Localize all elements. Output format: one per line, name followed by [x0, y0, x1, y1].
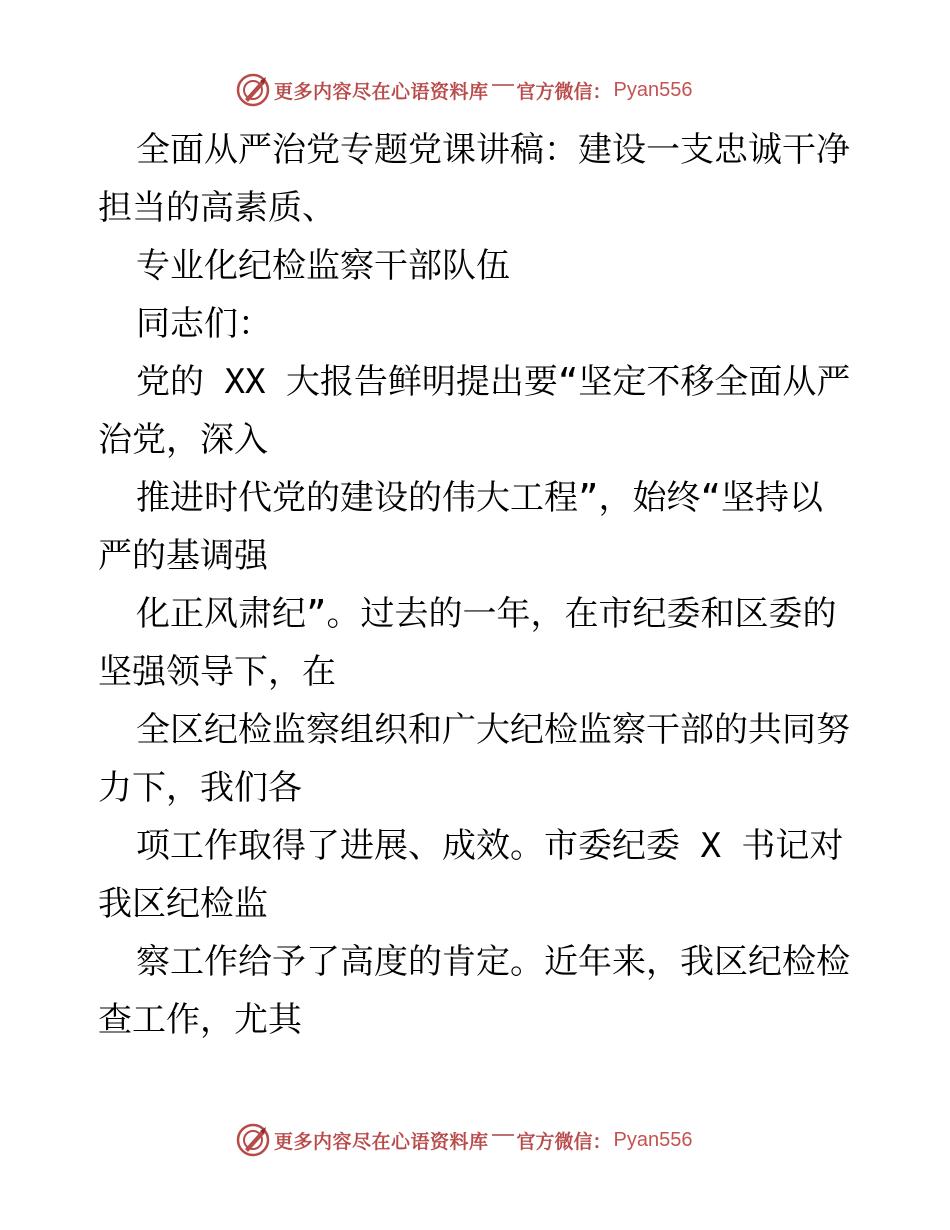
text-line: 党的 XX 大报告鲜明提出要“坚定不移全面从严 [136, 362, 851, 402]
text-line: 项工作取得了进展、成效。市委纪委 X 书记对 [136, 826, 844, 866]
text-line: 查工作，尤其 [98, 1000, 302, 1040]
header-watermark-banner [236, 72, 693, 108]
text-line: 化正风肃纪”。过去的一年，在市纪委和区委的 [136, 594, 837, 634]
header-dash-divider [492, 84, 514, 86]
header-official-text: 官方微信： [516, 80, 612, 103]
text-line: 全区纪检监察组织和广大纪检监察干部的共同努 [136, 710, 850, 750]
text-line: 察工作给予了高度的肯定。近年来，我区纪检检 [136, 942, 850, 982]
footer-site-text: 更多内容尽在心语资料库 [274, 1130, 489, 1153]
text-line: 推进时代党的建设的伟大工程”，始终“坚持以 [136, 478, 823, 518]
footer-watermark-banner [236, 1122, 693, 1158]
brand-logo-icon [236, 1123, 270, 1157]
text-line: 专业化纪检监察干部队伍 [136, 246, 510, 286]
brand-logo-icon [236, 73, 270, 107]
footer-wechat-id: Pyan556 [613, 1128, 693, 1151]
footer-official-text: 官方微信： [516, 1130, 612, 1153]
header-site-text: 更多内容尽在心语资料库 [274, 80, 489, 103]
text-line: 严的基调强 [98, 536, 268, 576]
text-line: 同志们： [136, 304, 272, 344]
text-line: 担当的高素质、 [98, 188, 336, 228]
text-line: 坚强领导下，在 [98, 652, 336, 692]
text-line: 力下，我们各 [98, 768, 302, 808]
footer-dash-divider [492, 1134, 514, 1136]
text-line: 我区纪检监 [98, 884, 268, 924]
text-line: 治党，深入 [98, 420, 268, 460]
header-wechat-id: Pyan556 [613, 78, 693, 101]
text-line: 全面从严治党专题党课讲稿：建设一支忠诚干净 [136, 130, 850, 170]
